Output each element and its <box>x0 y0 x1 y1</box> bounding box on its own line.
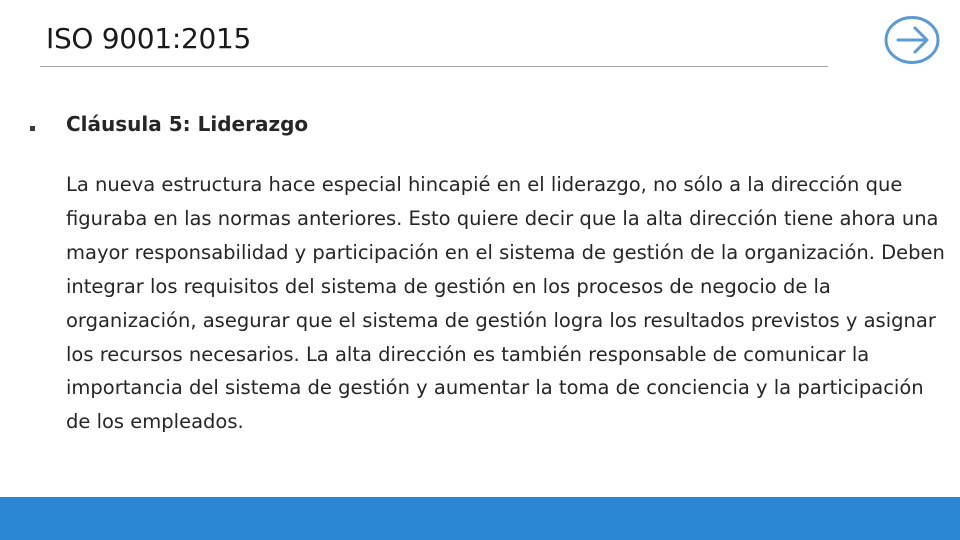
square-bullet-icon <box>30 126 35 131</box>
section-heading: Cláusula 5: Liderazgo <box>66 112 309 136</box>
arrow-right-circle-icon[interactable] <box>884 15 940 65</box>
slide-title: ISO 9001:2015 <box>46 22 252 55</box>
title-divider <box>40 66 828 67</box>
body-paragraph: La nueva estructura hace especial hincapié en el liderazgo, no sólo a la dirección que figuraba en las normas anteriores. Esto quiere decir que la alta dirección tiene ahora una mayor responsabilidad y participación en el sistema de gestión de la organización. Deben integrar los requisitos del sistema de gestión en los procesos de negocio de la organización, asegurar que el sistema de gestión logra los resultados previstos y asignar los recursos necesarios. La alta dirección es también responsable de comunicar la importancia del sistema de gestión y aumentar la toma de conciencia y la participación de los empleados. <box>66 173 945 434</box>
footer-accent-bar <box>0 497 960 540</box>
